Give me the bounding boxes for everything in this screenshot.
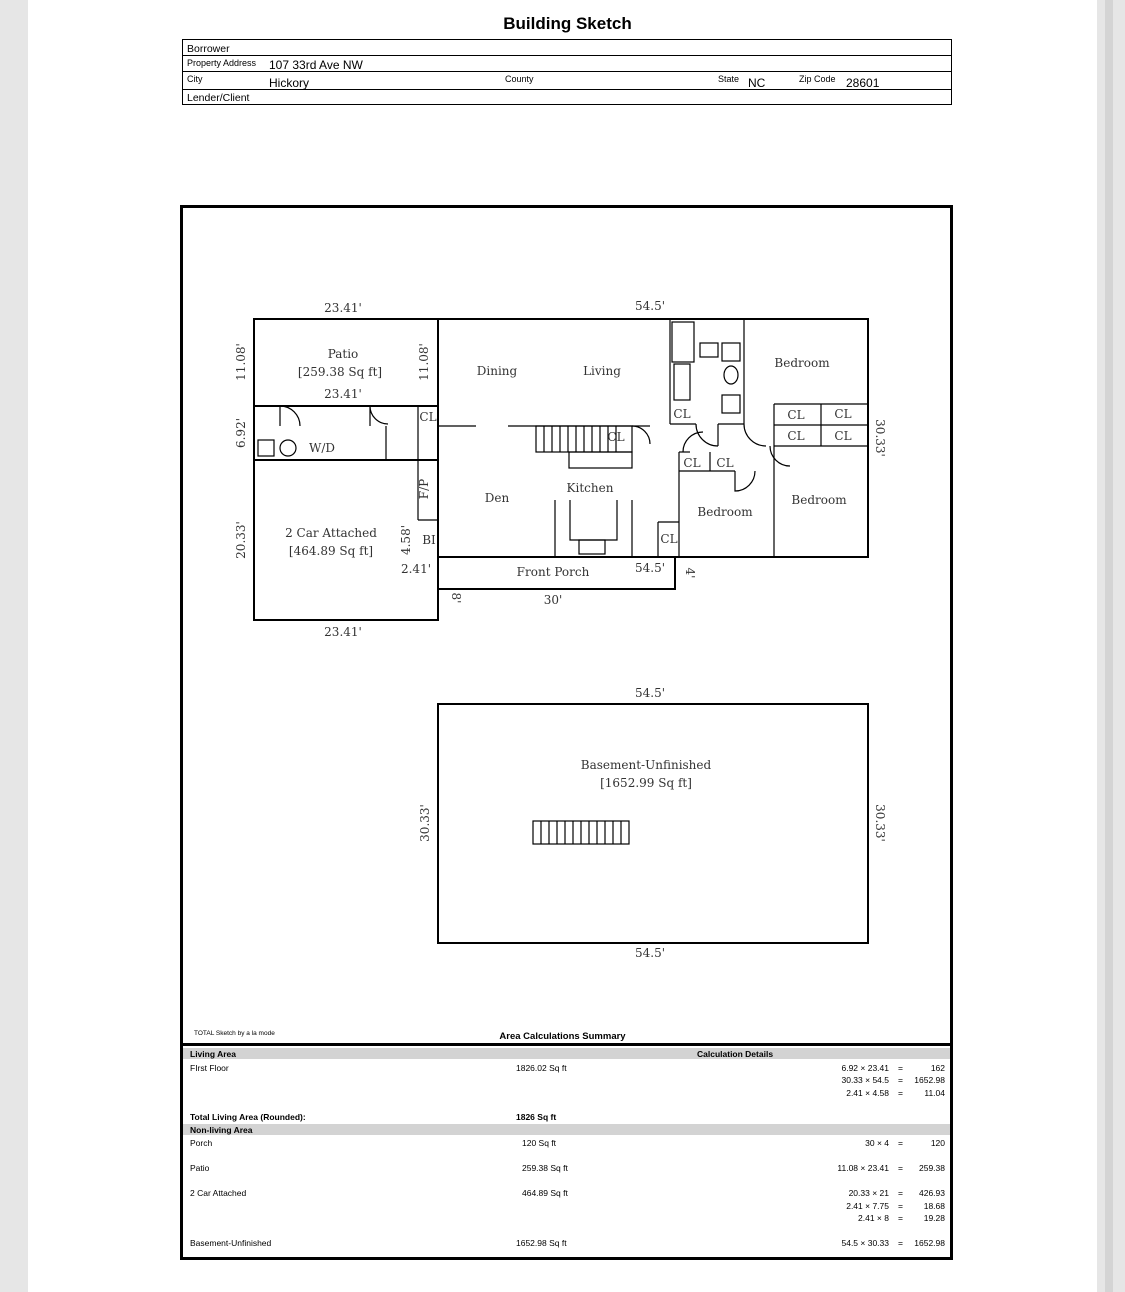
patio-label: Patio — [190, 1163, 210, 1173]
nonliving-header-bar — [183, 1124, 950, 1135]
closet-label: CL — [834, 407, 852, 421]
garage-area: 464.89 Sq ft — [522, 1188, 568, 1198]
calc-header: Calculation Details — [697, 1049, 774, 1059]
lender-label: Lender/Client — [187, 92, 250, 104]
porch-label: Porch — [190, 1138, 213, 1148]
patio-right-dim: 11.08' — [417, 343, 431, 381]
calc-value: 259.38 — [919, 1163, 945, 1173]
bedroom-2-label: Bedroom — [697, 505, 753, 519]
dim-2-41: 2.41' — [400, 562, 432, 576]
basement-right-dim: 30.33' — [873, 804, 887, 842]
porch-right-dim: 4' — [683, 567, 697, 579]
calc-eq: = — [898, 1075, 903, 1085]
state-label: State — [718, 74, 740, 84]
calc-eq: = — [898, 1188, 903, 1198]
laundry-label: W/D — [309, 441, 335, 455]
porch-area: 120 Sq ft — [522, 1138, 557, 1148]
city-value: Hickory — [269, 76, 310, 90]
garage-name: 2 Car Attached — [285, 526, 377, 540]
main-right-dim: 30.33' — [873, 419, 887, 457]
city-label: City — [187, 74, 203, 84]
closet-label: CL — [834, 429, 852, 443]
basement-bottom-dim: 54.5' — [634, 946, 666, 960]
calc-eq: = — [898, 1063, 903, 1073]
total-living-label: Total Living Area (Rounded): — [190, 1112, 306, 1122]
laundry-dim: 6.92' — [234, 417, 248, 449]
closet-label: CL — [607, 430, 625, 444]
bedroom-1-label: Bedroom — [774, 356, 830, 370]
dining-label: Dining — [476, 364, 518, 378]
first-floor-label: FIrst Floor — [190, 1063, 229, 1073]
patio-top-dim: 23.41' — [324, 301, 362, 315]
patio-name: Patio — [327, 347, 359, 361]
calc-expr: 2.41 × 7.75 — [846, 1201, 889, 1211]
page-title: Building Sketch — [503, 14, 632, 33]
calc-value: 120 — [930, 1138, 945, 1148]
closet-label: CL — [673, 407, 691, 421]
address-label: Property Address — [187, 58, 257, 68]
basement-left-dim: 30.33' — [418, 804, 432, 842]
calc-value: 18.68 — [923, 1201, 945, 1211]
calc-expr: 2.41 × 8 — [858, 1213, 889, 1223]
built-in-label: BI — [422, 533, 436, 547]
closet-label: CL — [419, 410, 437, 424]
sketch-credit: TOTAL Sketch by a la mode — [194, 1030, 275, 1037]
patio-area: [259.38 Sq ft] — [297, 365, 383, 379]
fireplace-label: F/P — [417, 478, 431, 500]
borrower-label: Borrower — [187, 43, 230, 55]
calc-eq: = — [898, 1201, 903, 1211]
calc-value: 426.93 — [919, 1188, 945, 1198]
garage-bottom-dim: 23.41' — [324, 625, 362, 639]
calc-eq: = — [898, 1163, 903, 1173]
calc-eq: = — [898, 1138, 903, 1148]
calc-value: 162 — [930, 1063, 945, 1073]
closet-label: CL — [787, 408, 805, 422]
calc-eq: = — [898, 1088, 903, 1098]
dim-4-58: 4.58' — [399, 524, 413, 556]
calc-eq: = — [898, 1238, 903, 1248]
porch-top-dim: 54.5' — [634, 561, 666, 575]
calc-value: 11.04 — [924, 1088, 945, 1098]
closet-label: CL — [787, 429, 805, 443]
summary-title: Area Calculations Summary — [499, 1031, 626, 1042]
basement-label: Basement-Unfinished — [190, 1238, 272, 1248]
calc-expr: 20.33 × 21 — [848, 1188, 889, 1198]
garage-label: 2 Car Attached — [190, 1188, 247, 1198]
living-header: Living Area — [190, 1049, 236, 1059]
zip-label: Zip Code — [799, 74, 836, 84]
first-floor-area: 1826.02 Sq ft — [516, 1063, 567, 1073]
porch-bottom-dim: 30' — [543, 593, 563, 607]
porch-left-dim: 8' — [449, 592, 463, 604]
porch-name: Front Porch — [516, 565, 590, 579]
calc-expr: 2.41 × 4.58 — [846, 1088, 889, 1098]
patio-left-dim: 11.08' — [234, 343, 248, 381]
kitchen-label: Kitchen — [566, 481, 614, 495]
basement-name: Basement-Unfinished — [580, 758, 712, 772]
basement-top-dim: 54.5' — [634, 686, 666, 700]
closet-label: CL — [683, 456, 701, 470]
bedroom-3-label: Bedroom — [791, 493, 847, 507]
zip-value: 28601 — [846, 76, 880, 90]
calc-expr: 54.5 × 30.33 — [841, 1238, 889, 1248]
garage-area: [464.89 Sq ft] — [288, 544, 374, 558]
living-header-bar — [183, 1048, 950, 1059]
calc-expr: 30 × 4 — [865, 1138, 889, 1148]
living-label: Living — [583, 364, 621, 378]
garage-left-dim: 20.33' — [234, 521, 248, 559]
area-summary — [183, 1046, 950, 1257]
calc-expr: 11.08 × 23.41 — [837, 1163, 889, 1173]
calc-eq: = — [898, 1213, 903, 1223]
patio-bottom-dim: 23.41' — [324, 387, 362, 401]
state-value: NC — [748, 76, 766, 90]
den-label: Den — [484, 491, 510, 505]
basement-area: [1652.99 Sq ft] — [600, 776, 692, 790]
calc-value: 19.28 — [923, 1213, 945, 1223]
nonliving-header: Non-living Area — [190, 1125, 253, 1135]
county-label: County — [505, 74, 534, 84]
patio-area: 259.38 Sq ft — [522, 1163, 568, 1173]
basement-outline — [438, 704, 868, 943]
calc-value: 1652.98 — [914, 1075, 945, 1085]
calc-value: 1652.98 — [914, 1238, 945, 1248]
address-value: 107 33rd Ave NW — [269, 58, 363, 72]
total-living-value: 1826 Sq ft — [516, 1112, 557, 1122]
closet-label: CL — [716, 456, 734, 470]
basement-area: 1652.98 Sq ft — [516, 1238, 567, 1248]
calc-expr: 30.33 × 54.5 — [841, 1075, 889, 1085]
closet-label: CL — [660, 532, 678, 546]
calc-expr: 6.92 × 23.41 — [841, 1063, 889, 1073]
main-top-dim: 54.5' — [634, 299, 666, 313]
